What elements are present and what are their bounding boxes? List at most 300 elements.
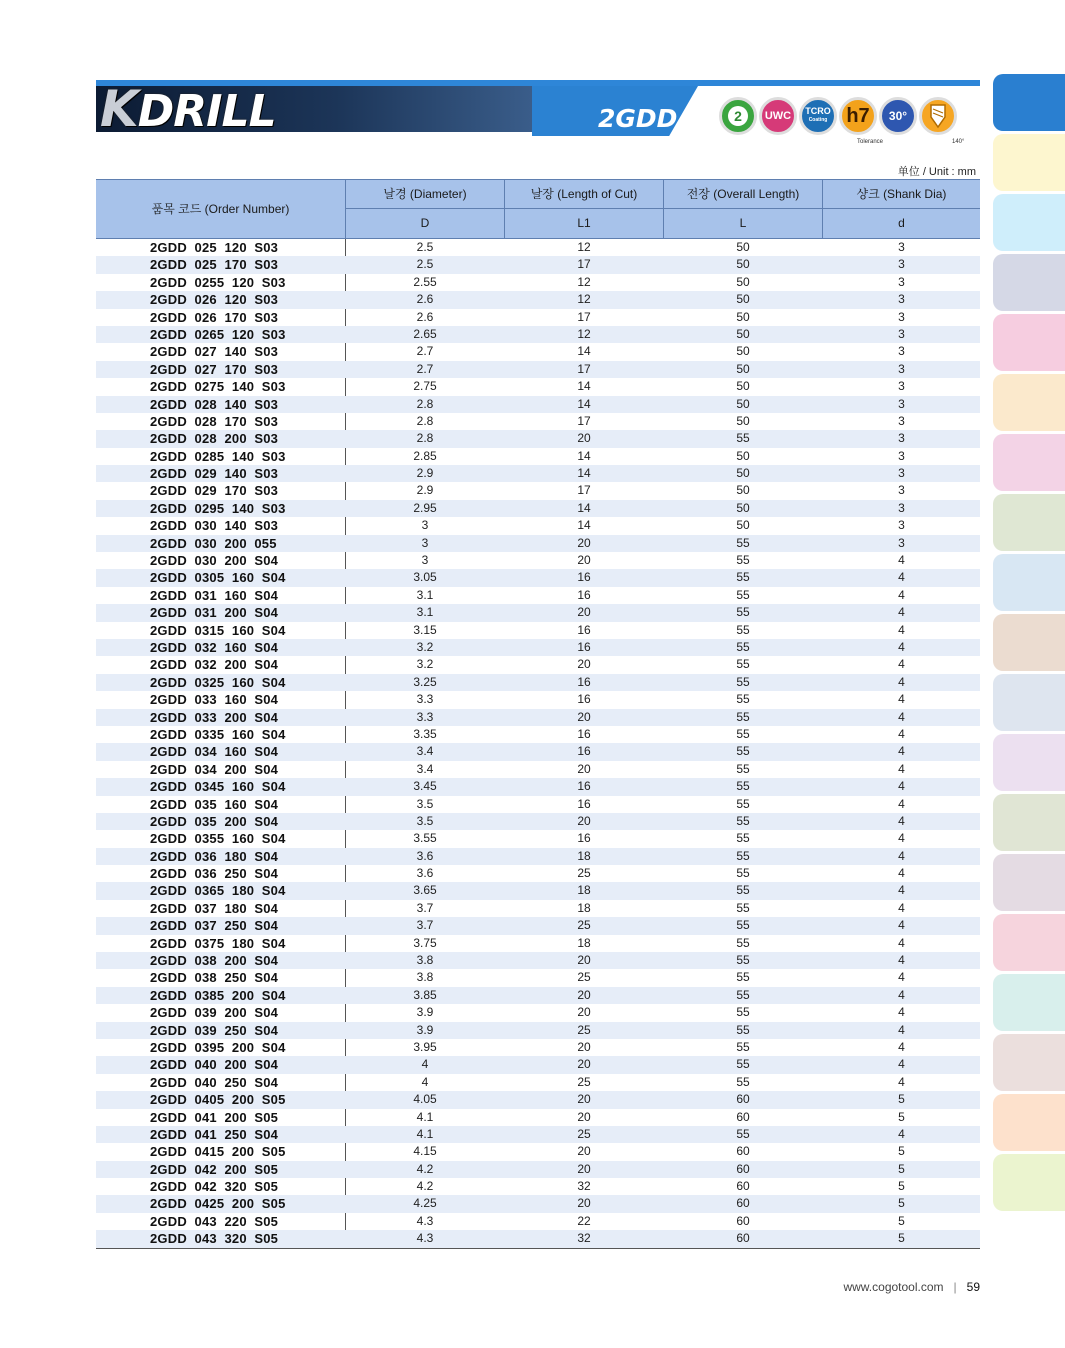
table-row [96, 761, 980, 778]
angle-caption: 140° [952, 139, 965, 145]
shank-dia-cell: 4 [898, 587, 905, 602]
diameter-cell: 3.5 [416, 813, 434, 828]
overall-length-cell: 55 [736, 1126, 750, 1141]
shank-dia-cell: 4 [898, 1126, 905, 1141]
shank-dia-cell: 3 [898, 535, 905, 550]
shank-dia-cell: 4 [898, 813, 905, 828]
diameter-cell: 3.55 [413, 831, 437, 846]
page-number: 59 [966, 1280, 980, 1294]
overall-length-cell: 55 [736, 622, 750, 637]
diameter-cell: 3.7 [416, 918, 434, 933]
shank-dia-cell: 5 [898, 1179, 905, 1194]
length-of-cut-cell: 16 [577, 587, 591, 602]
diameter-cell: 2.5 [416, 257, 434, 272]
side-tab-2[interactable] [993, 134, 1065, 191]
overall-length-cell: 55 [736, 953, 750, 968]
diameter-cell: 3.1 [416, 605, 434, 620]
overall-length-cell: 55 [736, 1074, 750, 1089]
order-number-cell: 2GDD 035 200 S04 [150, 813, 279, 829]
diameter-cell: 3 [421, 535, 429, 550]
shank-dia-cell: 4 [898, 657, 905, 672]
model-title: 2GDD [598, 104, 678, 133]
length-of-cut-cell: 20 [577, 1005, 591, 1020]
overall-length-cell: 50 [736, 361, 750, 376]
table-row [96, 1056, 980, 1073]
order-number-cell: 2GDD 028 170 S03 [150, 413, 279, 429]
shank-dia-cell: 5 [898, 1144, 905, 1159]
overall-length-cell: 55 [736, 1022, 750, 1037]
header-order-number: 품목 코드 (Order Number) [151, 202, 290, 216]
table-row [96, 1039, 980, 1056]
tcro-coating-icon: TCRO Coating [799, 97, 837, 135]
diameter-cell: 3.2 [416, 657, 434, 672]
shank-dia-cell: 4 [898, 1005, 905, 1020]
overall-length-cell: 60 [736, 1231, 750, 1246]
length-of-cut-cell: 17 [577, 483, 591, 498]
side-tab-7[interactable] [993, 434, 1065, 491]
order-number-cell: 2GDD 036 250 S04 [150, 866, 279, 882]
diameter-cell: 3 [421, 553, 429, 568]
diameter-cell: 4.1 [416, 1109, 434, 1124]
side-tab-11[interactable] [993, 674, 1065, 731]
order-number-cell: 2GDD 041 250 S04 [150, 1126, 279, 1142]
order-number-cell: 2GDD 037 180 S04 [150, 900, 279, 916]
length-of-cut-cell: 20 [577, 1109, 591, 1124]
order-number-cell: 2GDD 037 250 S04 [150, 918, 279, 934]
table-row [96, 1143, 980, 1160]
diameter-cell: 4.15 [413, 1144, 437, 1159]
diameter-cell: 3.4 [416, 761, 434, 776]
overall-length-cell: 55 [736, 744, 750, 759]
shank-dia-cell: 5 [898, 1231, 905, 1246]
table-header [96, 179, 980, 239]
overall-length-cell: 60 [736, 1109, 750, 1124]
shank-dia-cell: 4 [898, 953, 905, 968]
diameter-cell: 2.95 [413, 500, 437, 515]
header-diameter: 날경 (Diameter) [383, 187, 467, 201]
table-row [96, 1178, 980, 1195]
table-row [96, 709, 980, 726]
flutes-2-icon: 2 [719, 97, 757, 135]
table-row [96, 256, 980, 273]
length-of-cut-cell: 22 [577, 1213, 591, 1228]
length-of-cut-cell: 16 [577, 570, 591, 585]
table-row [96, 743, 980, 760]
diameter-cell: 3.85 [413, 987, 437, 1002]
diameter-cell: 3.3 [416, 692, 434, 707]
table-row [96, 1109, 980, 1126]
order-number-cell: 2GDD 0315 160 S04 [150, 622, 286, 638]
overall-length-cell: 55 [736, 935, 750, 950]
shank-dia-cell: 3 [898, 413, 905, 428]
overall-length-cell: 55 [736, 605, 750, 620]
table-row [96, 691, 980, 708]
length-of-cut-cell: 14 [577, 466, 591, 481]
diameter-cell: 3.65 [413, 883, 437, 898]
order-number-cell: 2GDD 028 200 S03 [150, 431, 279, 447]
shank-dia-cell: 3 [898, 448, 905, 463]
table-row [96, 796, 980, 813]
overall-length-cell: 55 [736, 779, 750, 794]
side-tab-19[interactable] [993, 1154, 1065, 1211]
shank-dia-cell: 3 [898, 240, 905, 254]
diameter-cell: 4 [421, 1057, 429, 1072]
diameter-cell: 3.4 [416, 744, 434, 759]
shank-dia-cell: 4 [898, 1057, 905, 1072]
shank-dia-cell: 5 [898, 1161, 905, 1176]
length-of-cut-cell: 12 [577, 326, 591, 341]
shank-dia-cell: 4 [898, 831, 905, 846]
shank-dia-cell: 4 [898, 622, 905, 637]
table-row [96, 448, 980, 465]
table-row [96, 1074, 980, 1091]
diameter-cell: 2.55 [413, 274, 437, 289]
shank-dia-cell: 4 [898, 726, 905, 741]
order-number-cell: 2GDD 039 200 S04 [150, 1005, 279, 1021]
order-number-cell: 2GDD 036 180 S04 [150, 848, 279, 864]
shank-dia-cell: 4 [898, 935, 905, 950]
order-number-cell: 2GDD 035 160 S04 [150, 796, 279, 812]
length-of-cut-cell: 14 [577, 518, 591, 533]
shank-dia-cell: 5 [898, 1196, 905, 1211]
length-of-cut-cell: 18 [577, 900, 591, 915]
overall-length-cell: 50 [736, 309, 750, 324]
length-of-cut-cell: 20 [577, 657, 591, 672]
length-of-cut-cell: 17 [577, 361, 591, 376]
table-row [96, 274, 980, 291]
order-number-cell: 2GDD 034 160 S04 [150, 744, 279, 760]
table-row [96, 552, 980, 569]
side-tab-4[interactable] [993, 254, 1065, 311]
side-tab-16[interactable] [993, 974, 1065, 1031]
overall-length-cell: 55 [736, 1005, 750, 1020]
overall-length-cell: 55 [736, 553, 750, 568]
overall-length-cell: 60 [736, 1196, 750, 1211]
shank-dia-cell: 5 [898, 1109, 905, 1124]
diameter-cell: 4.2 [416, 1179, 434, 1194]
shank-dia-cell: 4 [898, 692, 905, 707]
table-row [96, 622, 980, 639]
length-of-cut-cell: 14 [577, 379, 591, 394]
order-number-cell: 2GDD 033 200 S04 [150, 709, 279, 725]
order-number-cell: 2GDD 0355 160 S04 [150, 831, 286, 847]
order-number-cell: 2GDD 0365 180 S04 [150, 883, 286, 899]
overall-length-cell: 55 [736, 866, 750, 881]
order-number-cell: 2GDD 040 250 S04 [150, 1074, 279, 1090]
order-number-cell: 2GDD 042 320 S05 [150, 1179, 279, 1195]
order-number-cell: 2GDD 0325 160 S04 [150, 674, 286, 690]
h7-tolerance-icon: h7 [839, 97, 877, 135]
length-of-cut-cell: 16 [577, 831, 591, 846]
order-number-cell: 2GDD 0385 200 S04 [150, 987, 286, 1003]
diameter-cell: 4.3 [416, 1213, 434, 1228]
order-number-cell: 2GDD 027 140 S03 [150, 344, 279, 360]
length-of-cut-cell: 25 [577, 918, 591, 933]
diameter-cell: 3.05 [413, 570, 437, 585]
length-of-cut-cell: 25 [577, 970, 591, 985]
overall-length-cell: 55 [736, 831, 750, 846]
shank-dia-cell: 4 [898, 1039, 905, 1054]
header-shank-symbol: d [898, 216, 905, 230]
table-row [96, 604, 980, 621]
table-row [96, 935, 980, 952]
length-of-cut-cell: 16 [577, 744, 591, 759]
table-row [96, 952, 980, 969]
overall-length-cell: 55 [736, 813, 750, 828]
order-number-cell: 2GDD 029 170 S03 [150, 483, 279, 499]
side-tab-1[interactable] [993, 74, 1065, 131]
diameter-cell: 3 [421, 518, 429, 533]
length-of-cut-cell: 20 [577, 761, 591, 776]
length-of-cut-cell: 17 [577, 309, 591, 324]
side-tab-12[interactable] [993, 734, 1065, 791]
order-number-cell: 2GDD 026 120 S03 [150, 292, 279, 308]
length-of-cut-cell: 20 [577, 535, 591, 550]
overall-length-cell: 50 [736, 379, 750, 394]
order-number-cell: 2GDD 040 200 S04 [150, 1057, 279, 1073]
header-overall-length: 전장 (Overall Length) [686, 187, 800, 201]
length-of-cut-cell: 20 [577, 1161, 591, 1176]
shank-dia-cell: 4 [898, 709, 905, 724]
table-row [96, 239, 980, 256]
table-row [96, 813, 980, 830]
order-number-cell: 2GDD 038 250 S04 [150, 970, 279, 986]
diameter-cell: 3.9 [416, 1022, 434, 1037]
side-tab-17[interactable] [993, 1034, 1065, 1091]
overall-length-cell: 50 [736, 396, 750, 411]
length-of-cut-cell: 20 [577, 431, 591, 446]
tolerance-caption: Tolerance [857, 139, 884, 145]
table-row [96, 1161, 980, 1178]
order-number-cell: 2GDD 0335 160 S04 [150, 726, 286, 742]
diameter-cell: 3.5 [416, 796, 434, 811]
table-row [96, 361, 980, 378]
overall-length-cell: 55 [736, 674, 750, 689]
shank-dia-cell: 3 [898, 431, 905, 446]
shank-dia-cell: 4 [898, 744, 905, 759]
side-tab-8[interactable] [993, 494, 1065, 551]
side-tab-9[interactable] [993, 554, 1065, 611]
length-of-cut-cell: 14 [577, 448, 591, 463]
diameter-cell: 3.6 [416, 866, 434, 881]
length-of-cut-cell: 12 [577, 274, 591, 289]
side-tab-15[interactable] [993, 914, 1065, 971]
length-of-cut-cell: 20 [577, 605, 591, 620]
order-number-cell: 2GDD 0255 120 S03 [150, 274, 286, 290]
order-number-cell: 2GDD 028 140 S03 [150, 396, 279, 412]
order-number-cell: 2GDD 043 220 S05 [150, 1213, 279, 1229]
diameter-cell: 2.8 [416, 431, 434, 446]
diameter-cell: 2.9 [416, 483, 434, 498]
length-of-cut-cell: 17 [577, 257, 591, 272]
order-number-cell: 2GDD 0265 120 S03 [150, 326, 286, 342]
website-url[interactable]: www.cogotool.com [843, 1280, 944, 1294]
length-of-cut-cell: 18 [577, 883, 591, 898]
shank-dia-cell: 3 [898, 379, 905, 394]
table-row [96, 326, 980, 343]
length-of-cut-cell: 20 [577, 953, 591, 968]
order-number-cell: 2GDD 026 170 S03 [150, 309, 279, 325]
order-number-cell: 2GDD 042 200 S05 [150, 1161, 279, 1177]
length-of-cut-cell: 20 [577, 1196, 591, 1211]
overall-length-cell: 50 [736, 344, 750, 359]
overall-length-cell: 50 [736, 326, 750, 341]
diameter-cell: 4.1 [416, 1126, 434, 1141]
length-of-cut-cell: 16 [577, 622, 591, 637]
table-row [96, 917, 980, 934]
length-of-cut-cell: 32 [577, 1179, 591, 1194]
overall-length-cell: 60 [736, 1161, 750, 1176]
order-number-cell: 2GDD 038 200 S04 [150, 953, 279, 969]
table-row [96, 482, 980, 499]
order-number-cell: 2GDD 043 320 S05 [150, 1231, 279, 1247]
shank-dia-cell: 3 [898, 483, 905, 498]
table-row [96, 656, 980, 673]
overall-length-cell: 50 [736, 292, 750, 307]
diameter-cell: 3.1 [416, 587, 434, 602]
shank-dia-cell: 4 [898, 639, 905, 654]
shank-dia-cell: 3 [898, 257, 905, 272]
table-row [96, 778, 980, 795]
overall-length-cell: 55 [736, 657, 750, 672]
order-number-cell: 2GDD 0415 200 S05 [150, 1144, 286, 1160]
length-of-cut-cell: 20 [577, 1092, 591, 1107]
shank-dia-cell: 3 [898, 326, 905, 341]
diameter-cell: 2.8 [416, 396, 434, 411]
feature-badges [719, 97, 957, 137]
table-row [96, 378, 980, 395]
uwc-icon: UWC [759, 97, 797, 135]
diameter-cell: 3.7 [416, 900, 434, 915]
length-of-cut-cell: 16 [577, 796, 591, 811]
overall-length-cell: 50 [736, 483, 750, 498]
length-of-cut-cell: 25 [577, 1126, 591, 1141]
length-of-cut-cell: 25 [577, 1022, 591, 1037]
length-of-cut-cell: 20 [577, 1144, 591, 1159]
length-of-cut-cell: 20 [577, 709, 591, 724]
product-table [96, 179, 980, 1248]
table-row [96, 865, 980, 882]
side-tab-14[interactable] [993, 854, 1065, 911]
overall-length-cell: 55 [736, 726, 750, 741]
helix-30-icon: 30° [879, 97, 917, 135]
overall-length-cell: 50 [736, 448, 750, 463]
length-of-cut-cell: 14 [577, 396, 591, 411]
overall-length-cell: 50 [736, 518, 750, 533]
order-number-cell: 2GDD 0295 140 S03 [150, 500, 286, 516]
table-row [96, 1004, 980, 1021]
shank-dia-cell: 3 [898, 309, 905, 324]
diameter-cell: 2.85 [413, 448, 437, 463]
side-tab-3[interactable] [993, 194, 1065, 251]
side-tab-13[interactable] [993, 794, 1065, 851]
length-of-cut-cell: 12 [577, 240, 591, 254]
diameter-cell: 4.05 [413, 1092, 437, 1107]
order-number-cell: 2GDD 034 200 S04 [150, 761, 279, 777]
overall-length-cell: 55 [736, 883, 750, 898]
overall-length-cell: 55 [736, 1039, 750, 1054]
shank-dia-cell: 4 [898, 761, 905, 776]
diameter-cell: 3.3 [416, 709, 434, 724]
shank-dia-cell: 5 [898, 1213, 905, 1228]
drill-point-icon [927, 103, 949, 129]
shank-dia-cell: 4 [898, 1022, 905, 1037]
unit-note: 单位 / Unit : mm [897, 166, 976, 178]
footer-separator: | [953, 1280, 957, 1294]
order-number-cell: 2GDD 031 160 S04 [150, 587, 279, 603]
shank-dia-cell: 4 [898, 553, 905, 568]
shank-dia-cell: 4 [898, 970, 905, 985]
overall-length-cell: 55 [736, 1057, 750, 1072]
order-number-cell: 2GDD 0425 200 S05 [150, 1196, 286, 1212]
shank-dia-cell: 3 [898, 396, 905, 411]
diameter-cell: 2.65 [413, 326, 437, 341]
header-diameter-symbol: D [420, 216, 430, 230]
order-number-cell: 2GDD 041 200 S05 [150, 1109, 279, 1125]
length-of-cut-cell: 20 [577, 553, 591, 568]
overall-length-cell: 55 [736, 639, 750, 654]
table-row [96, 291, 980, 308]
table-row [96, 1195, 980, 1212]
header-loc-symbol: L1 [577, 216, 591, 230]
length-of-cut-cell: 20 [577, 987, 591, 1002]
diameter-cell: 2.75 [413, 379, 437, 394]
length-of-cut-cell: 14 [577, 344, 591, 359]
diameter-cell: 3.25 [413, 674, 437, 689]
shank-dia-cell: 3 [898, 344, 905, 359]
side-tab-5[interactable] [993, 314, 1065, 371]
order-number-cell: 2GDD 0275 140 S03 [150, 379, 286, 395]
header-overall-symbol: L [739, 216, 747, 230]
shank-dia-cell: 4 [898, 605, 905, 620]
point-angle-140-icon [919, 97, 957, 135]
diameter-cell: 3.8 [416, 953, 434, 968]
side-tab-18[interactable] [993, 1094, 1065, 1151]
side-tab-6[interactable] [993, 374, 1065, 431]
page-footer [843, 1280, 980, 1294]
side-tab-10[interactable] [993, 614, 1065, 671]
overall-length-cell: 55 [736, 918, 750, 933]
shank-dia-cell: 3 [898, 518, 905, 533]
overall-length-cell: 60 [736, 1144, 750, 1159]
overall-length-cell: 60 [736, 1179, 750, 1194]
table-row [96, 587, 980, 604]
order-number-cell: 2GDD 0375 180 S04 [150, 935, 286, 951]
overall-length-cell: 55 [736, 431, 750, 446]
table-row [96, 309, 980, 326]
table-row [96, 726, 980, 743]
order-number-cell: 2GDD 030 200 S04 [150, 553, 279, 569]
order-number-cell: 2GDD 0395 200 S04 [150, 1039, 286, 1055]
length-of-cut-cell: 18 [577, 935, 591, 950]
length-of-cut-cell: 14 [577, 500, 591, 515]
shank-dia-cell: 5 [898, 1092, 905, 1107]
order-number-cell: 2GDD 032 160 S04 [150, 639, 279, 655]
table-row [96, 535, 980, 552]
overall-length-cell: 60 [736, 1092, 750, 1107]
diameter-cell: 3.95 [413, 1039, 437, 1054]
length-of-cut-cell: 20 [577, 1039, 591, 1054]
diameter-cell: 3.75 [413, 935, 437, 950]
table-row [96, 1126, 980, 1143]
diameter-cell: 2.6 [416, 309, 434, 324]
table-row [96, 500, 980, 517]
overall-length-cell: 55 [736, 709, 750, 724]
length-of-cut-cell: 16 [577, 692, 591, 707]
shank-dia-cell: 4 [898, 796, 905, 811]
length-of-cut-cell: 25 [577, 1074, 591, 1089]
overall-length-cell: 55 [736, 987, 750, 1002]
